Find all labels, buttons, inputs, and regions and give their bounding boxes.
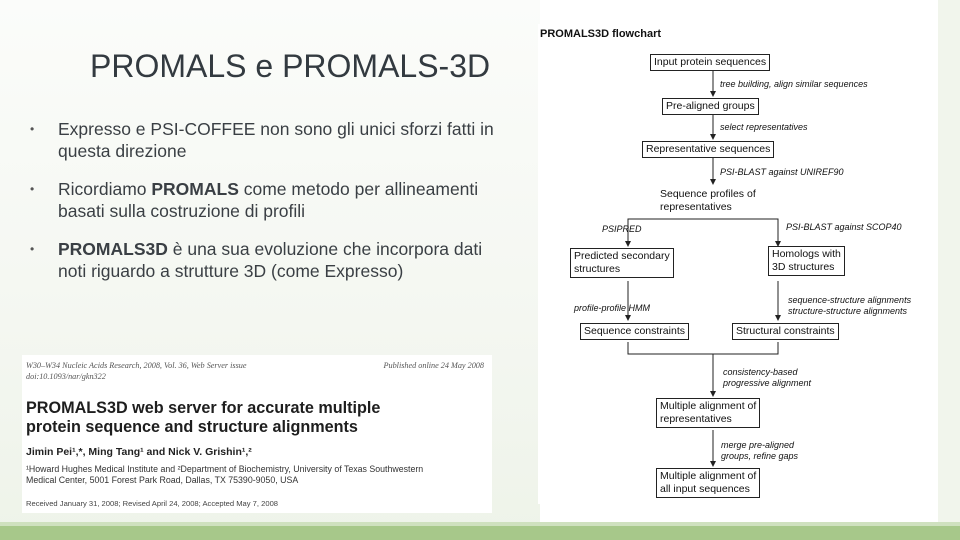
flow-label-merge [721, 440, 798, 462]
paper-affiliation [26, 464, 486, 486]
paper-journal-line [26, 361, 488, 370]
flow-box-line: Multiple alignment of [660, 400, 757, 412]
flow-box-line: representatives [660, 413, 732, 425]
paper-title-line: protein sequence and structure alignments [26, 418, 358, 436]
flow-label-select: select representatives [720, 122, 808, 132]
bullet-item [28, 178, 498, 222]
flowchart-image [538, 24, 938, 504]
flow-label-psiblast-scop: PSI-BLAST against SCOP40 [786, 222, 902, 232]
flow-label-line: consistency-based [723, 367, 798, 377]
bottom-accent-band [0, 526, 960, 540]
paper-title-line: PROMALS3D web server for accurate multiple [26, 399, 381, 417]
bullet-text-bold: PROMALS3D [58, 239, 168, 259]
paper-header-image [22, 355, 492, 513]
bullet-item [28, 238, 498, 282]
flow-label-psiblast-uniref: PSI-BLAST against UNIREF90 [720, 167, 844, 177]
flow-box-representative: Representative sequences [642, 141, 774, 158]
paper-published-date: Published online 24 May 2008 [383, 361, 484, 370]
flow-label-profile-hmm: profile-profile HMM [574, 303, 651, 313]
flow-box-line: Homologs with [772, 248, 841, 260]
bullet-icon: • [30, 122, 35, 136]
flow-box-mult-all [656, 468, 760, 498]
flow-box-line: representatives [660, 201, 732, 213]
flow-label-line: sequence-structure alignments [788, 295, 912, 305]
paper-authors: Jimin Pei¹,*, Ming Tang¹ and Nick V. Grishin¹,² [26, 446, 252, 458]
paper-received-dates: Received January 31, 2008; Revised April 24, 2008; Accepted May 7, 2008 [26, 499, 279, 508]
flow-box-predicted [570, 248, 674, 278]
flow-box-input: Input protein sequences [650, 54, 770, 71]
flow-box-line: Sequence profiles of [660, 188, 756, 200]
flow-box-line: Multiple alignment of [660, 470, 757, 482]
bullet-list [28, 118, 498, 298]
flow-box-line: 3D structures [772, 261, 835, 273]
paper-affiliation-line: Medical Center, 5001 Forest Park Road, Dallas, TX 75390-9050, USA [26, 475, 299, 485]
paper-title [26, 399, 492, 437]
flow-box-line: Predicted secondary [574, 250, 670, 262]
paper-journal-ref: W30–W34 Nucleic Acids Research, 2008, Vol. 36, Web Server issue [26, 361, 247, 370]
bullet-text-bold: PROMALS [151, 179, 239, 199]
flow-label-line: groups, refine gaps [721, 451, 799, 461]
flowchart-title: PROMALS3D flowchart [540, 28, 662, 40]
bullet-text-post: come metodo per allineamenti basati sulla costruzione di profili [58, 179, 479, 221]
merge-line [628, 342, 778, 354]
flow-box-line: structures [574, 263, 621, 275]
flow-label-consistency [723, 367, 811, 389]
flow-box-homologs [768, 246, 845, 276]
right-edge-band [938, 0, 960, 540]
bullet-text-post: è una sua evoluzione che incorpora dati noti riguardo a strutture 3D (come Expresso) [58, 239, 483, 281]
paper-doi: doi:10.1093/nar/gkn322 [26, 372, 106, 381]
flow-label-seq-struct [788, 295, 911, 317]
paper-affiliation-line: ¹Howard Hughes Medical Institute and ²Department of Biochemistry, University of Texas Southwestern [26, 464, 424, 474]
flow-label-line: merge pre-aligned [721, 440, 795, 450]
flow-box-seq-constraints: Sequence constraints [580, 323, 689, 340]
bullet-icon: • [30, 182, 35, 196]
flow-label-line: structure-structure alignments [788, 306, 908, 316]
flow-label-tree: tree building, align similar sequences [720, 79, 868, 89]
flow-box-prealigned: Pre-aligned groups [662, 98, 759, 115]
branch-line [628, 219, 778, 235]
slide-title: PROMALS e PROMALS-3D [90, 48, 491, 84]
flow-box-mult-rep [656, 398, 760, 428]
bullet-icon: • [30, 242, 35, 256]
flow-label-psipred: PSIPRED [602, 224, 642, 234]
flow-label-line: progressive alignment [723, 378, 812, 388]
flow-box-profiles [656, 186, 760, 216]
bullet-item [28, 118, 498, 162]
flow-box-line: all input sequences [660, 483, 750, 495]
bullet-text: Expresso e PSI-COFFEE non sono gli unici sforzi fatti in questa direzione [58, 119, 494, 161]
flow-box-struct-constraints: Structural constraints [732, 323, 839, 340]
bullet-text-pre: Ricordiamo [58, 179, 152, 199]
